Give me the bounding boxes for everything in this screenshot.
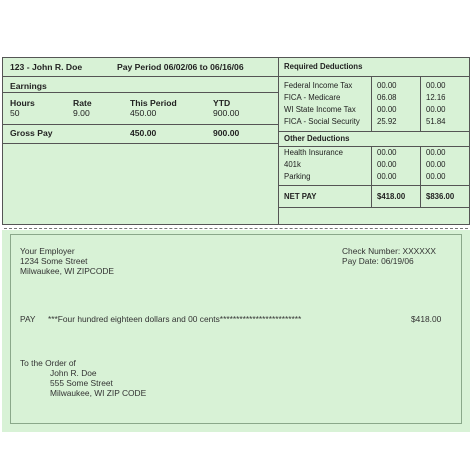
hours-value: 50	[10, 108, 20, 118]
payee-name: John R. Doe	[50, 368, 97, 378]
deduction-ytd: 00.00	[426, 81, 446, 90]
this-period-value: 450.00	[130, 108, 157, 118]
col-this-period: This Period	[130, 98, 177, 108]
order-label: To the Order of	[20, 358, 76, 368]
net-pay-ytd: $836.00	[426, 192, 455, 201]
deduction-current: 06.08	[377, 93, 397, 102]
deduction-label: FICA - Medicare	[284, 93, 341, 102]
other-deductions-header: Other Deductions	[284, 134, 350, 143]
perforation-line	[4, 228, 468, 229]
other-header-rule	[278, 146, 470, 147]
other-col-rule-2	[420, 146, 421, 207]
col-hours: Hours	[10, 98, 35, 108]
deduction-current: 00.00	[377, 172, 397, 181]
earnings-rule	[2, 92, 278, 93]
deduction-ytd: 00.00	[426, 105, 446, 114]
gross-pay-label: Gross Pay	[10, 128, 53, 138]
pay-label: PAY	[20, 314, 36, 324]
rate-value: 9.00	[73, 108, 90, 118]
gross-rule-bottom	[2, 143, 278, 144]
stub-divider	[278, 57, 279, 225]
employee-id-name: 123 - John R. Doe	[10, 62, 83, 72]
deduction-label: Federal Income Tax	[284, 81, 353, 90]
earnings-header: Earnings	[10, 81, 47, 91]
gross-rule-top	[2, 124, 278, 125]
col-rate: Rate	[73, 98, 92, 108]
deduction-ytd: 00.00	[426, 160, 446, 169]
deduction-ytd: 00.00	[426, 172, 446, 181]
deduction-label: 401k	[284, 160, 301, 169]
check-number: Check Number: XXXXXX	[342, 246, 437, 256]
payee-city: Milwaukee, WI ZIP CODE	[50, 388, 147, 398]
pay-period: Pay Period 06/02/06 to 06/16/06	[117, 62, 244, 72]
deduction-current: 25.92	[377, 117, 397, 126]
deduction-current: 00.00	[377, 148, 397, 157]
net-rule-bottom	[278, 207, 470, 208]
net-pay-current: $418.00	[377, 192, 406, 201]
deduction-ytd: 00.00	[426, 148, 446, 157]
deduction-label: FICA - Social Security	[284, 117, 360, 126]
deduction-label: WI State Income Tax	[284, 105, 356, 114]
employer-city: Milwaukee, WI ZIPCODE	[20, 266, 115, 276]
gross-ytd: 900.00	[213, 128, 240, 138]
required-deductions-header: Required Deductions	[284, 62, 363, 71]
payee-street: 555 Some Street	[50, 378, 113, 388]
net-rule-top	[278, 185, 470, 186]
employer-name: Your Employer	[20, 246, 75, 256]
deduction-current: 00.00	[377, 160, 397, 169]
amount-in-words: ***Four hundred eighteen dollars and 00 cents*************************	[48, 314, 302, 324]
deduction-current: 00.00	[377, 81, 397, 90]
other-col-rule-1	[371, 146, 372, 207]
net-pay-label: NET PAY	[284, 192, 317, 201]
check-amount: $418.00	[411, 314, 442, 324]
deduction-current: 00.00	[377, 105, 397, 114]
ytd-value: 900.00	[213, 108, 240, 118]
deduction-label: Parking	[284, 172, 311, 181]
deduction-ytd: 12.16	[426, 93, 446, 102]
stub-rule-header	[2, 76, 470, 77]
col-ytd: YTD	[213, 98, 231, 108]
deduction-ytd: 51.84	[426, 117, 446, 126]
required-rule-bottom	[278, 131, 470, 132]
pay-date: Pay Date: 06/19/06	[342, 256, 414, 266]
req-col-rule-2	[420, 76, 421, 131]
employer-street: 1234 Some Street	[20, 256, 88, 266]
deduction-label: Health Insurance	[284, 148, 343, 157]
req-col-rule-1	[371, 76, 372, 131]
gross-this-period: 450.00	[130, 128, 157, 138]
